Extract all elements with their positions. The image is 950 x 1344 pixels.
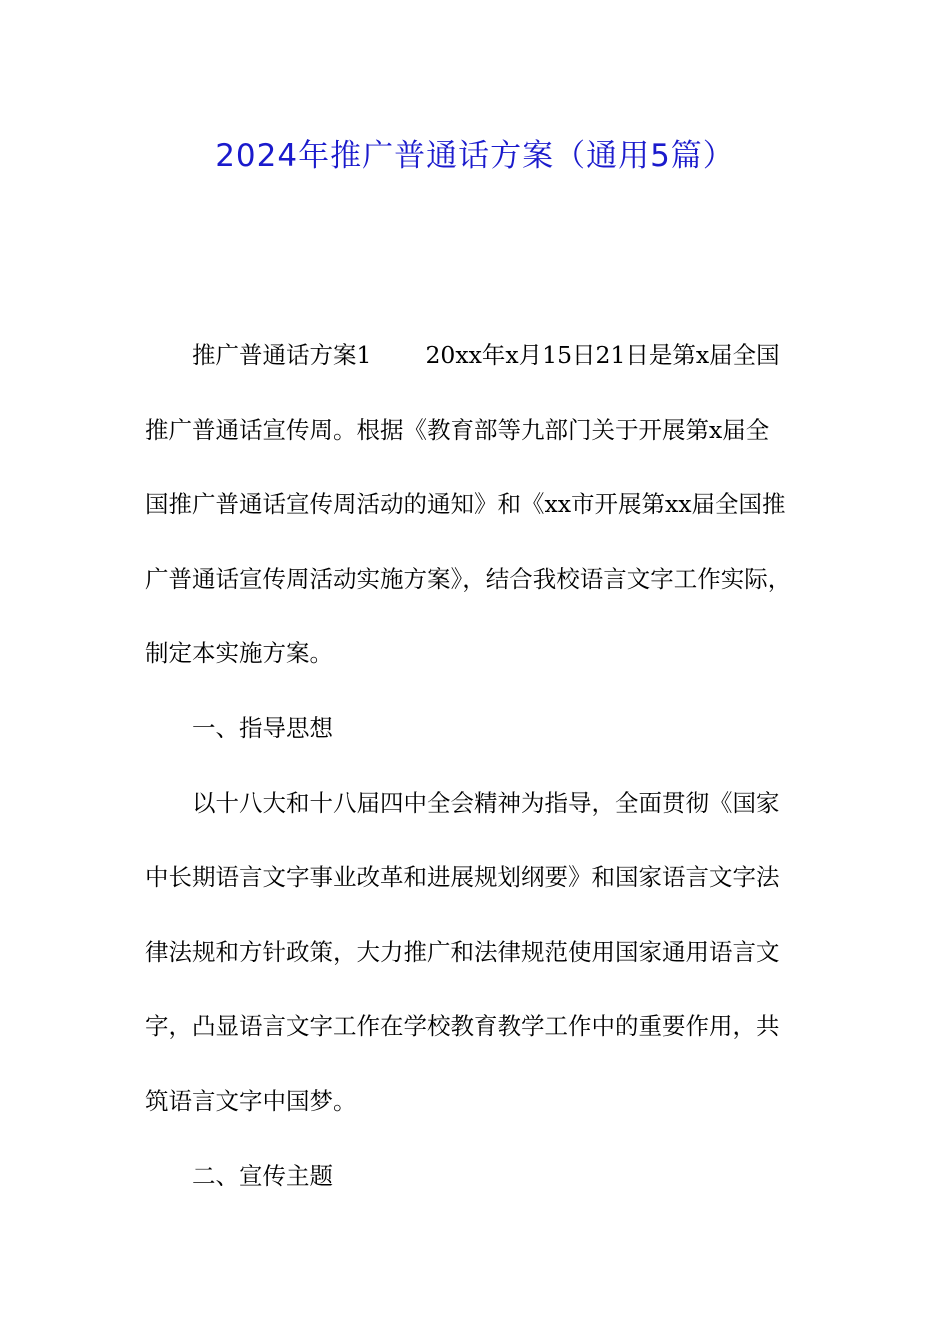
paragraph-line: 广普通话宣传周活动实施方案》，结合我校语言文字工作实际， <box>145 564 792 593</box>
document-body <box>145 337 810 1232</box>
paragraph-line: 字，凸显语言文字工作在学校教育教学工作中的重要作用，共 <box>145 1012 780 1041</box>
paragraph-line: 律法规和方针政策，大力推广和法律规范使用国家通用语言文 <box>145 937 780 966</box>
section-heading: 推广普通话方案1 <box>192 341 372 369</box>
section-heading: 一、指导思想 <box>192 713 333 742</box>
paragraph-line: 筑语言文字中国梦。 <box>145 1086 357 1115</box>
section-heading: 二、宣传主题 <box>192 1161 333 1190</box>
paragraph-line: 中长期语言文字事业改革和进展规划纲要》和国家语言文字法 <box>145 863 780 892</box>
paragraph-line: 制定本实施方案。 <box>145 639 333 668</box>
paragraph-line <box>145 337 810 374</box>
text-span: 20xx年x月15日21日是第x届全国 <box>425 341 780 369</box>
paragraph-line: 推广普通话宣传周。根据《教育部等九部门关于开展第x届全 <box>145 415 770 444</box>
document-title: 2024年推广普通话方案（通用5篇） <box>215 138 735 174</box>
paragraph-line: 以十八大和十八届四中全会精神为指导，全面贯彻《国家 <box>192 788 780 817</box>
paragraph-line: 国推广普通话宣传周活动的通知》和《xx市开展第xx届全国推 <box>145 490 786 519</box>
